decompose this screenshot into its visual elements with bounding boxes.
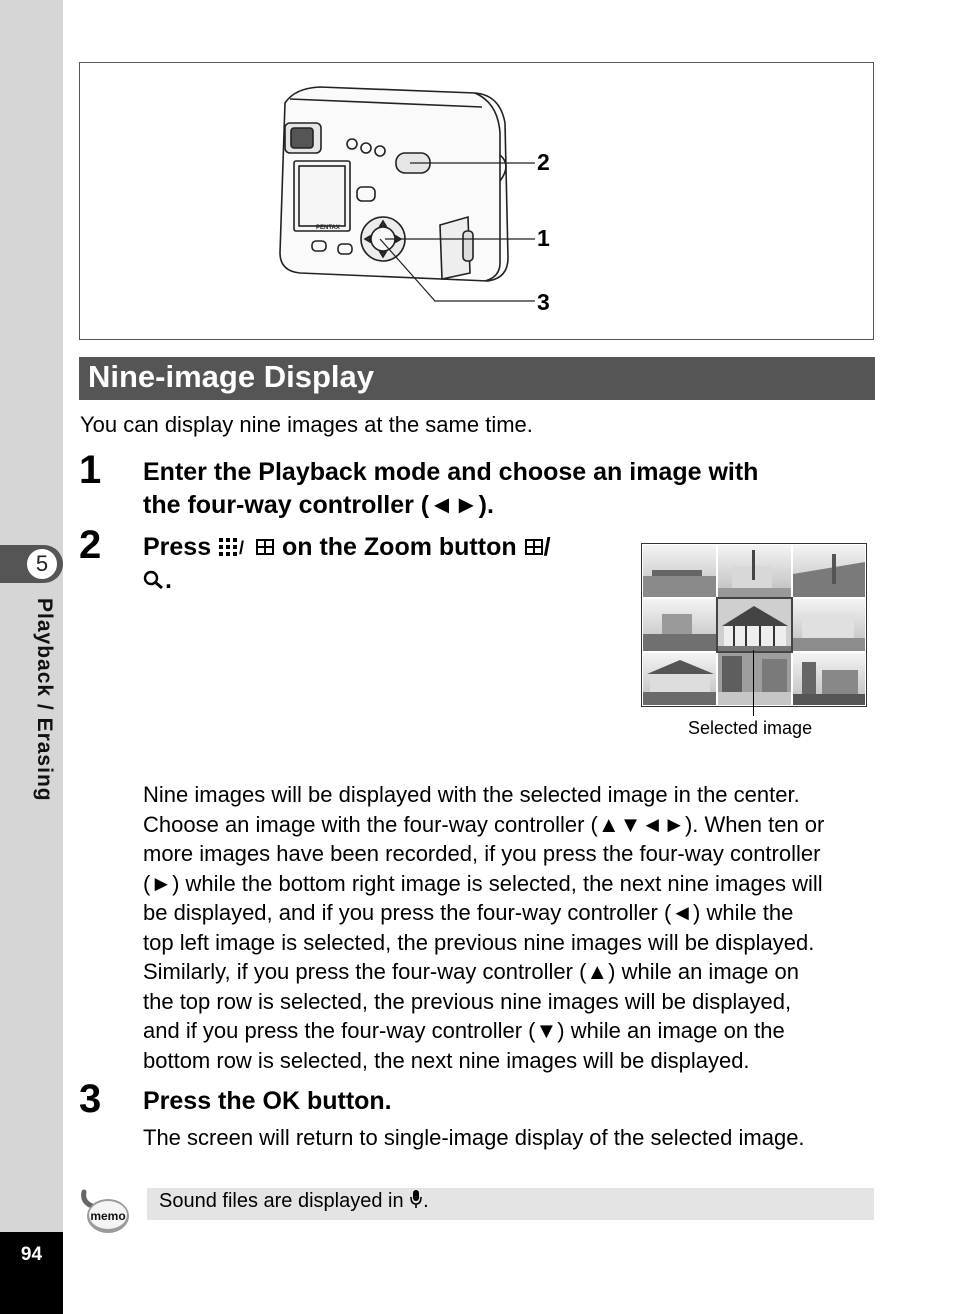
- step-1-number: 1: [79, 448, 102, 492]
- svg-text:/: /: [239, 538, 245, 557]
- camera-back-illustration: [80, 63, 873, 339]
- selected-image-pointer: [753, 650, 754, 716]
- step-2-text-zoom: on the Zoom button: [281, 533, 524, 561]
- camera-brand-label: PENTAX: [316, 225, 340, 231]
- body-line: top left image is selected, the previous nine images will be displayed.: [143, 929, 815, 955]
- step-3-number: 3: [79, 1077, 102, 1121]
- magnify-icon: [143, 570, 165, 590]
- body-line: and if you press the four-way controller (▼) while an image on the: [143, 1018, 785, 1043]
- chapter-label: Playback / Erasing: [33, 598, 56, 802]
- chapter-number: 5: [26, 548, 58, 580]
- memo-text-post: .: [423, 1190, 429, 1212]
- nine-image-grid: [641, 543, 867, 707]
- memo-icon: [80, 1188, 132, 1236]
- step-2-period: .: [165, 566, 172, 594]
- step-2-body: [143, 780, 878, 1075]
- memo-text-pre: Sound files are displayed in: [159, 1190, 410, 1212]
- step-2-number: 2: [79, 523, 102, 567]
- step-2-text-press: Press: [143, 533, 219, 561]
- grid-icon: [255, 537, 275, 557]
- body-line: the top row is selected, the previous nine images will be displayed,: [143, 988, 792, 1014]
- callout-1: 1: [537, 225, 550, 251]
- body-line: (►) while the bottom right image is selected, the next nine images will: [143, 870, 823, 896]
- camera-figure: [79, 62, 874, 340]
- body-line: more images have been recorded, if you press the four-way controller: [143, 841, 821, 866]
- nine-image-thumbnails: [642, 544, 866, 706]
- step-1-heading-line: Enter the Playback mode and choose an image with: [143, 458, 759, 486]
- section-title: Nine-image Display: [88, 359, 374, 394]
- memo-text: [159, 1189, 429, 1213]
- body-line: be displayed, and if you press the four-way controller (◄) while the: [143, 900, 794, 925]
- step-1-heading: [143, 456, 758, 522]
- body-line: Nine images will be displayed with the selected image in the center.: [143, 782, 800, 807]
- memo-icon-label: memo: [90, 1209, 126, 1223]
- microphone-icon: [409, 1189, 423, 1209]
- body-line: bottom row is selected, the next nine images will be displayed.: [143, 1047, 750, 1073]
- step-1-heading-line: the four-way controller (◄►).: [143, 491, 494, 519]
- zoom-grid-icon: [524, 537, 544, 557]
- nine-image-icon: [218, 537, 248, 557]
- selected-image-caption: Selected image: [688, 718, 813, 738]
- callout-2: 2: [537, 149, 550, 175]
- section-intro: You can display nine images at the same time.: [80, 412, 533, 437]
- step-3-description: The screen will return to single-image display of the selected image.: [143, 1125, 805, 1150]
- step-2-heading: [143, 531, 551, 597]
- body-line: Choose an image with the four-way controller (▲▼◄►). When ten or: [143, 811, 825, 837]
- page-number: 94: [20, 1244, 43, 1265]
- body-line: Similarly, if you press the four-way controller (▲) while an image on: [143, 959, 799, 984]
- step-2-slash: /: [543, 533, 551, 561]
- callout-3: 3: [537, 289, 550, 315]
- step-3-heading: Press the OK button.: [143, 1087, 392, 1115]
